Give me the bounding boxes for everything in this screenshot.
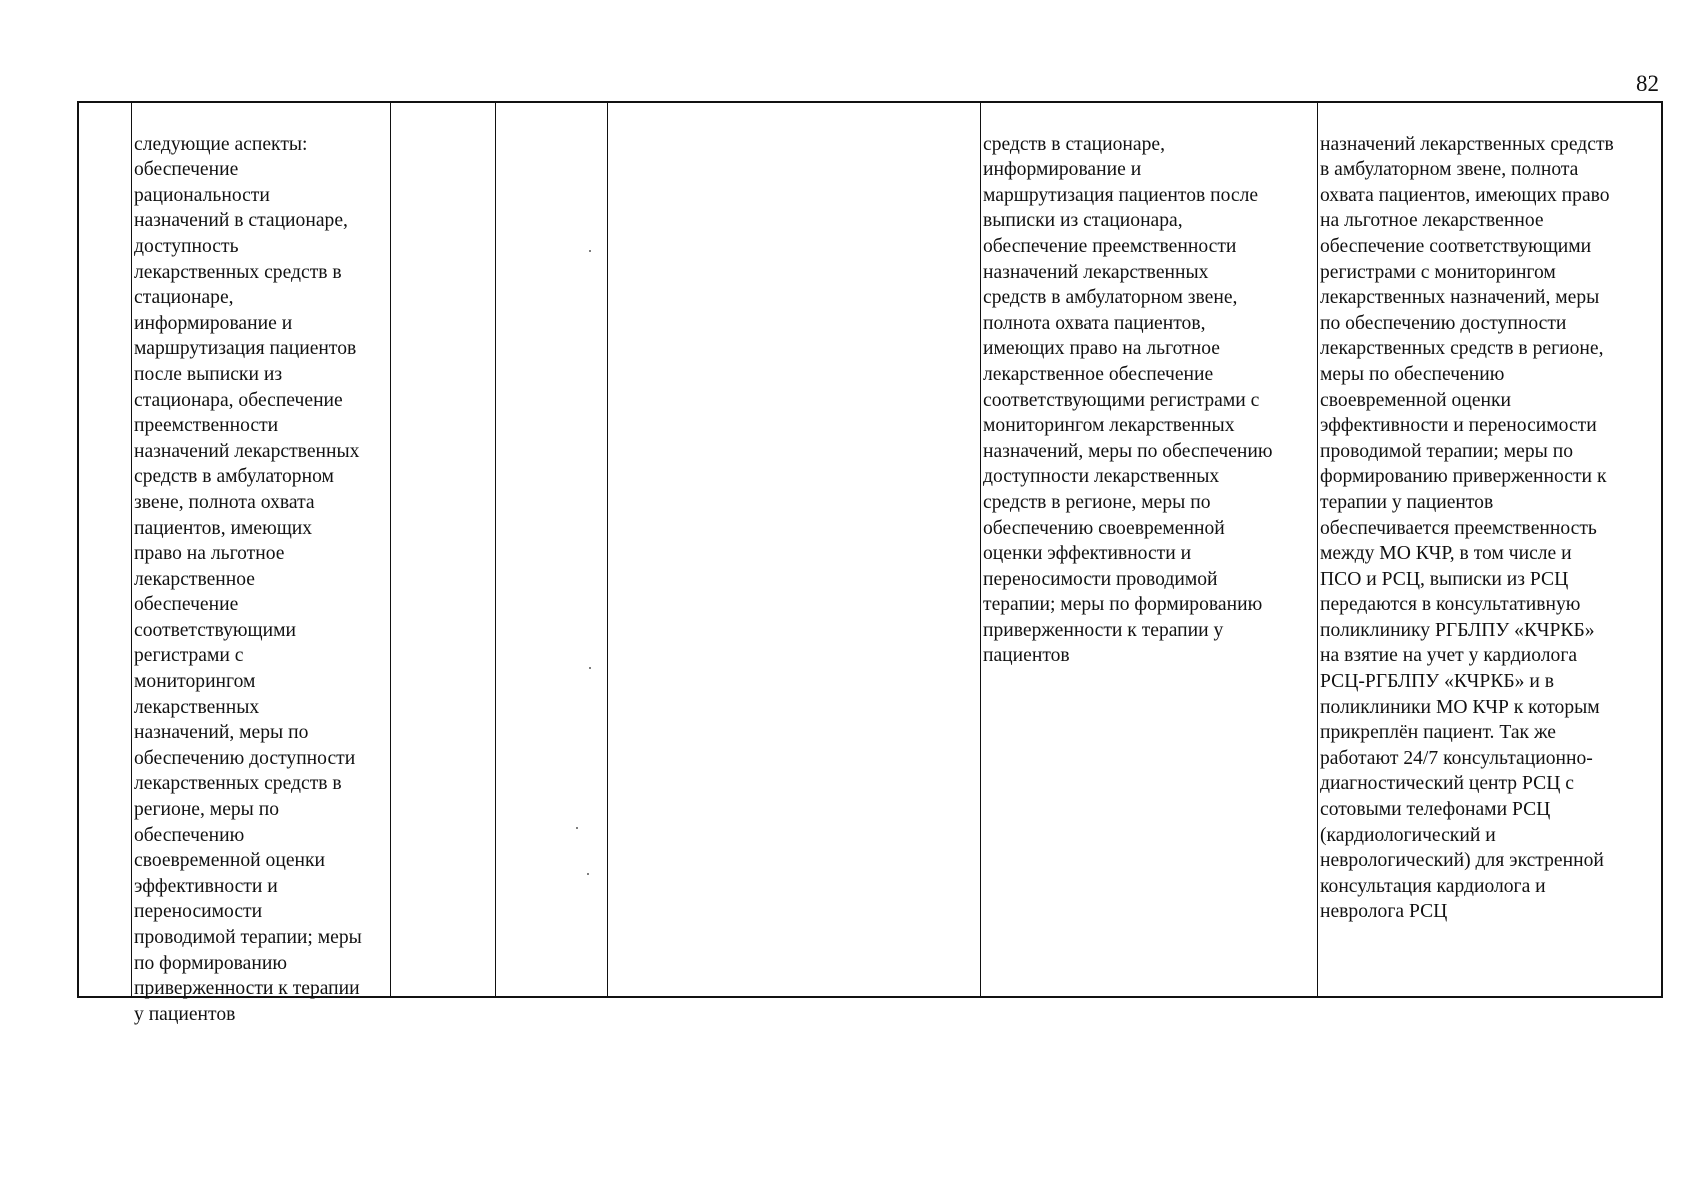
cell-2-text: следующие аспекты: обеспечение рациональности назначений в стационаре, доступность лекарственных средств в стационаре, информирование и маршрутизация пациентов после выписки из стационара, обеспечение преемственности назначений лекарственных средств в амбулаторном звене, полнота охвата пациентов, имеющих право на льготное лекарственное обеспечение соответствующими регистрами с мониторингом лекарственных назначений, меры по обеспечению доступности лекарственных средств в регионе, меры по обеспечению своевременной оценки эффективности и переносимости проводимой терапии; меры по формированию приверженности к терапии у пациентов [134,133,362,1025]
cell-7-text: назначений лекарственных средств в амбулаторном звене, полнота охвата пациентов, имеющих право на льготное лекарственное обеспечение соответствующими регистрами с мониторингом лекарственных назначений, меры по обеспечению доступности лекарственных средств в регионе, меры по обеспечению своевременной оценки эффективности и переносимости проводимой терапии; меры по формированию приверженности к терапии у пациентов обеспечивается преемственность между МО КЧР, в том числе и ПСО и РСЦ, выписки из РСЦ передаются в консультативную поликлинику РГБЛПУ «КЧРКБ» на взятие на учет у кардиолога РСЦ-РГБЛПУ «КЧРКБ» и в поликлиники МО КЧР к которым прикреплён пациент. Так же работают 24/7 консультационно- диагностический центр РСЦ с сотовыми телефонами РСЦ (кардиологический и неврологический) для экстренной консультация кардиолога и невролога РСЦ [1320,133,1614,923]
page-number: 82 [1636,71,1659,96]
cell-6-text: средств в стационаре, информирование и маршрутизация пациентов после выписки из стационара, обеспечение преемственности назначений лекарственных средств в амбулаторном звене, полнота охвата пациентов, имеющих право на льготное лекарственное обеспечение соответствующими регистрами с мониторингом лекарственных назначений, меры по обеспечению доступности лекарственных средств в регионе, меры по обеспечению своевременной оценки эффективности и переносимости проводимой терапии; меры по формированию приверженности к терапии у пациентов [983,133,1273,667]
scan-speck [589,250,591,252]
table-cell-6 [981,103,1318,996]
table-cell-7 [1318,103,1663,996]
table-cell-4 [496,103,608,996]
document-table [77,101,1663,1025]
scan-speck [589,667,591,669]
scan-speck [587,873,589,875]
table-cell-2 [132,103,391,1025]
table-cell-1 [79,103,132,996]
table-cell-5 [608,103,981,996]
scan-speck [576,827,578,829]
table-cell-3 [391,103,496,996]
